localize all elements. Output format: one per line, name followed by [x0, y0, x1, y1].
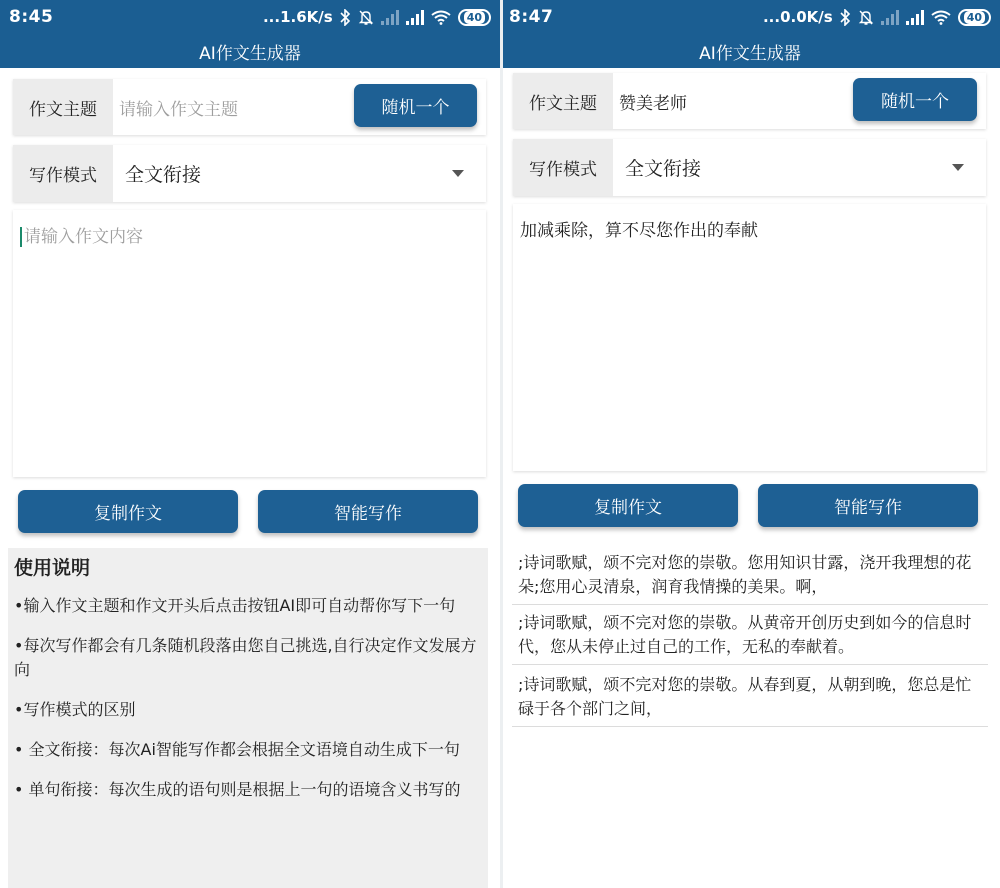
random-topic-button[interactable]: 随机一个 [853, 78, 977, 121]
smart-write-button[interactable]: 智能写作 [758, 484, 978, 527]
bluetooth-icon [840, 9, 851, 26]
dropdown-arrow-icon[interactable] [452, 170, 464, 177]
content-placeholder: 请输入作文内容 [24, 227, 143, 247]
status-time: 8:45 [9, 7, 54, 27]
battery-icon [958, 9, 991, 26]
status-bar [0, 0, 500, 34]
help-title: 使用说明 [14, 557, 91, 579]
signal-icon [406, 10, 424, 25]
result-option[interactable]: ;诗词歌赋，颂不完对您的崇敬。您用知识甘露，浇开我理想的花朵;您用心灵清泉，润育我情操的美果。啊， [512, 546, 988, 605]
signal-icon [906, 10, 924, 25]
signal-weak-icon [381, 10, 399, 25]
help-item: • 单句衔接：每次生成的语句则是根据上一句的语境含义书写的 [14, 780, 461, 799]
copy-essay-button[interactable]: 复制作文 [18, 490, 238, 533]
help-item: •写作模式的区别 [14, 700, 136, 719]
topic-row [513, 73, 986, 129]
battery-level: 40 [964, 11, 985, 24]
mode-select[interactable]: 全文衔接 [125, 164, 202, 186]
content-text: 加减乘除，算不尽您作出的奉献 [520, 221, 758, 241]
topic-label: 作文主题 [513, 73, 613, 129]
signal-weak-icon [881, 10, 899, 25]
mode-row [513, 139, 986, 196]
battery-icon [458, 9, 491, 26]
result-option[interactable]: ;诗词歌赋，颂不完对您的崇敬。从黄帝开创历史到如今的信息时代，您从未停止过自己的工作，无私的奉献着。 [512, 606, 988, 665]
topic-row [13, 79, 486, 135]
bluetooth-icon [340, 9, 351, 26]
random-topic-button[interactable]: 随机一个 [354, 84, 477, 127]
network-speed: ...0.0K/s [762, 8, 833, 26]
app-title: AI作文生成器 [500, 34, 1000, 68]
mode-label: 写作模式 [13, 145, 113, 202]
topic-label: 作文主题 [13, 79, 113, 135]
wifi-icon [431, 10, 451, 25]
topic-input[interactable]: 赞美老师 [619, 93, 687, 114]
dropdown-arrow-icon[interactable] [952, 164, 964, 171]
mode-row [13, 145, 486, 202]
help-item: •输入作文主题和作文开头后点击按钮AI即可自动帮你写下一句 [14, 596, 456, 615]
help-item: • 全文衔接：每次Ai智能写作都会根据全文语境自动生成下一句 [14, 740, 460, 759]
smart-write-button[interactable]: 智能写作 [258, 490, 478, 533]
content-textarea[interactable] [513, 204, 986, 471]
text-caret [20, 227, 22, 247]
network-speed: ...1.6K/s [262, 8, 333, 26]
app-title: AI作文生成器 [0, 34, 500, 68]
status-time: 8:47 [509, 7, 554, 27]
help-panel [8, 548, 488, 888]
topic-input[interactable]: 请输入作文主题 [119, 99, 238, 120]
mode-label: 写作模式 [513, 139, 613, 196]
mute-icon [358, 9, 374, 26]
wifi-icon [931, 10, 951, 25]
copy-essay-button[interactable]: 复制作文 [518, 484, 738, 527]
status-bar [500, 0, 1000, 34]
result-option[interactable]: ;诗词歌赋，颂不完对您的崇敬。从春到夏，从朝到晚，您总是忙碌于各个部门之间， [512, 668, 988, 727]
mode-select[interactable]: 全文衔接 [625, 158, 702, 180]
screen-after [500, 0, 1000, 888]
mute-icon [858, 9, 874, 26]
help-item: •每次写作都会有几条随机段落由您自己挑选,自行决定作文发展方向 [14, 636, 477, 679]
content-textarea[interactable] [13, 210, 486, 477]
battery-level: 40 [464, 11, 485, 24]
